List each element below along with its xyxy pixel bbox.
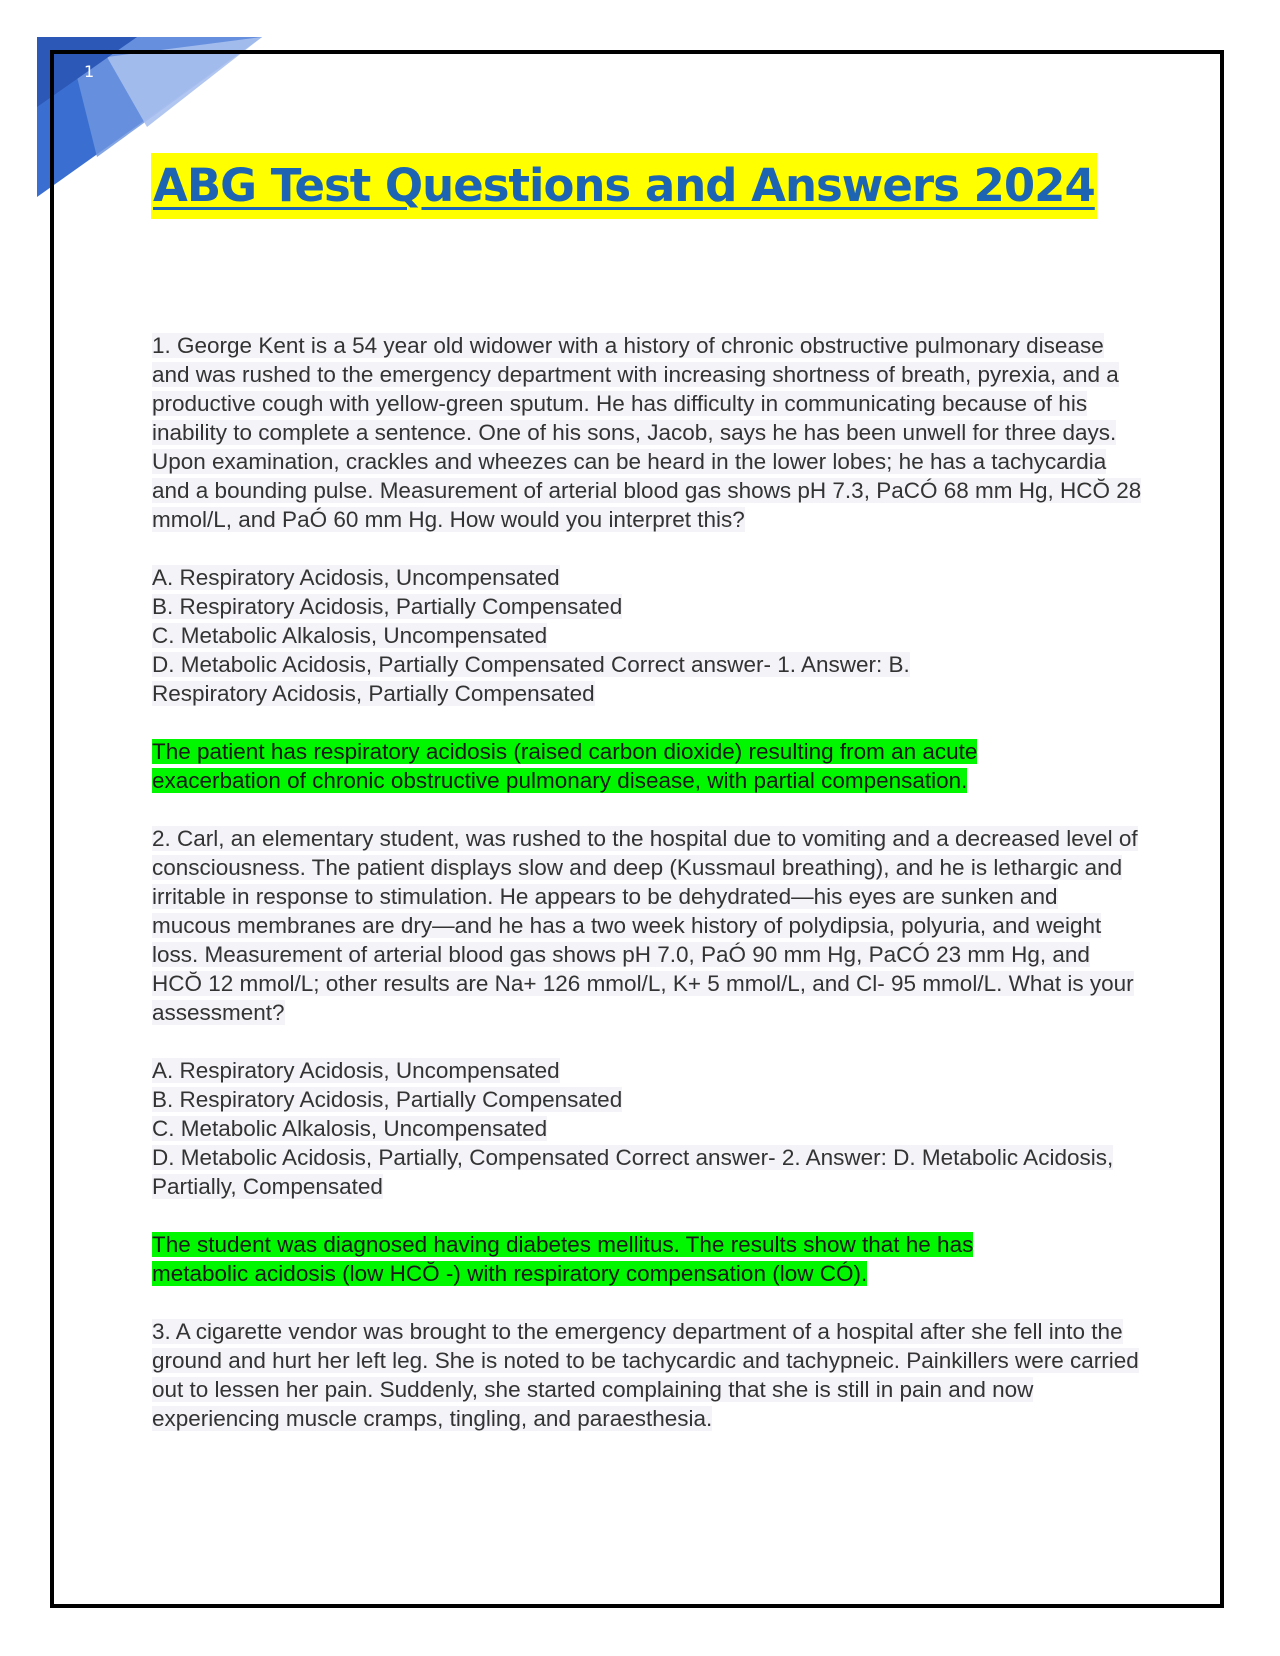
- question-2-explanation: The student was diagnosed having diabetes mellitus. The results show that he has metabolic acidosis (low HCŎ -) with respiratory compensation (low CÓ).: [152, 1232, 974, 1286]
- document-body: [152, 331, 1142, 1433]
- question-2-stem: 2. Carl, an elementary student, was rushed to the hospital due to vomiting and a decreased level of consciousness. The patient displays slow and deep (Kussmaul breathing), and he is lethargic and irritable in response to stimulation. He appears to be dehydrated—his eyes are sunken and mucous membranes are dry—and he has a two week history of polydipsia, polyuria, and weight loss. Measurement of arterial blood gas shows pH 7.0, PaÓ 90 mm Hg, PaCÓ 23 mm Hg, and HCŎ 12 mmol/L; other results are Na+ 126 mmol/L, K+ 5 mmol/L, and Cl- 95 mmol/L. What is your assessment?: [152, 826, 1138, 1025]
- question-1-option-d: D. Metabolic Acidosis, Partially Compensated Correct answer- 1. Answer: B. Respiratory Acidosis, Partially Compensated: [152, 652, 910, 706]
- question-1-stem: 1. George Kent is a 54 year old widower with a history of chronic obstructive pulmonary disease and was rushed to the emergency department with increasing shortness of breath, pyrexia, and a productive cough with yellow-green sputum. He has difficulty in communicating because of his inability to complete a sentence. One of his sons, Jacob, says he has been unwell for three days. Upon examination, crackles and wheezes can be heard in the lower lobes; he has a tachycardia and a bounding pulse. Measurement of arterial blood gas shows pH 7.3, PaCÓ 68 mm Hg, HCŎ 28 mmol/L, and PaÓ 60 mm Hg. How would you interpret this?: [152, 333, 1142, 532]
- question-3-stem: 3. A cigarette vendor was brought to the emergency department of a hospital after she fell into the ground and hurt her left leg. She is noted to be tachycardic and tachypneic. Painkillers were carried out to lessen her pain. Suddenly, she started complaining that she is still in pain and now experiencing muscle cramps, tingling, and paraesthesia.: [152, 1319, 1139, 1431]
- question-2-option-a: A. Respiratory Acidosis, Uncompensated: [152, 1058, 560, 1083]
- question-2-option-b: B. Respiratory Acidosis, Partially Compensated: [152, 1087, 623, 1112]
- question-1-option-a: A. Respiratory Acidosis, Uncompensated: [152, 565, 560, 590]
- document-title: ABG Test Questions and Answers 2024: [151, 153, 1097, 219]
- question-1-option-c: C. Metabolic Alkalosis, Uncompensated: [152, 623, 548, 648]
- question-2-option-c: C. Metabolic Alkalosis, Uncompensated: [152, 1116, 548, 1141]
- question-2-option-d: D. Metabolic Acidosis, Partially, Compensated Correct answer- 2. Answer: D. Metabolic Acidosis, Partially, Compensated: [152, 1145, 1114, 1199]
- question-1-explanation: The patient has respiratory acidosis (raised carbon dioxide) resulting from an acute exacerbation of chronic obstructive pulmonary disease, with partial compensation.: [152, 739, 978, 793]
- page-number: 1: [84, 62, 95, 81]
- question-1-options: [152, 563, 1142, 708]
- question-2-options: [152, 1056, 1142, 1201]
- question-1-option-b: B. Respiratory Acidosis, Partially Compensated: [152, 594, 623, 619]
